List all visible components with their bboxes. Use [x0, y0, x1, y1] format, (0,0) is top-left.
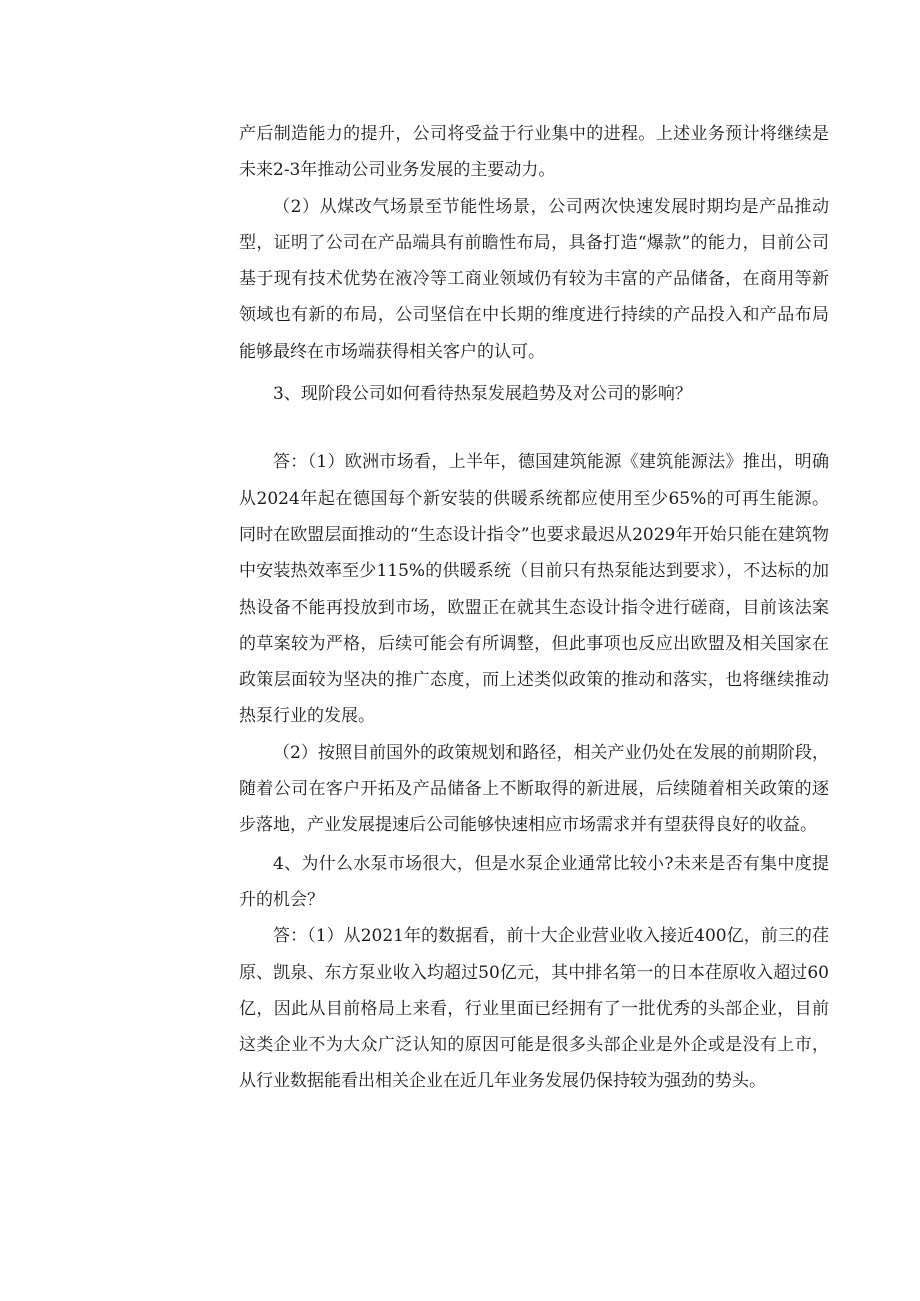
document-body	[239, 116, 829, 1100]
question-3-heading: 3、现阶段公司如何看待热泵发展趋势及对公司的影响？	[273, 384, 692, 405]
paragraph-continuation: 产后制造能力的提升，公司将受益于行业集中的进程。上述业务预计将继续是未来2-3年推动公司业务发展的主要动力。	[239, 124, 829, 181]
paragraph-point-2: （2）从煤改气场景至节能性场景，公司两次快速发展时期均是产品推动型，证明了公司在产品端具有前瞻性布局，具备打造“爆款”的能力，目前公司基于现有技术优势在液冷等工商业领域仍有较为丰富的产品储备，在商用等新领域也有新的布局，公司坚信在中长期的维度进行持续的产品投入和产品布局能够最终在市场端获得相关客户的认可。	[239, 196, 829, 362]
question-3-answer-2: （2）按照目前国外的政策规划和路径，相关产业仍处在发展的前期阶段，随着公司在客户开拓及产品储备上不断取得的新进展，后续随着相关政策的逐步落地，产业发展提速后公司能够快速相应市场需求并有望获得良好的收益。	[239, 742, 829, 836]
question-3-answer-1: 答：（1）欧洲市场看，上半年，德国建筑能源《建筑能源法》推出，明确从2024年起在德国每个新安装的供暖系统都应使用至少65%的可再生能源。同时在欧盟层面推动的“生态设计指令”也要求最迟从2029年开始只能在建筑物中安装热效率至少115%的供暖系统（目前只有热泵能达到要求），不达标的加热设备不能再投放到市场，欧盟正在就其生态设计指令进行磋商，目前该法案的草案较为严格，后续可能会有所调整，但此事项也反应出欧盟及相关国家在政策层面较为坚决的推广态度，而上述类似政策的推动和落实，也将继续推动热泵行业的发展。	[239, 452, 829, 727]
question-4-answer-1: 答：（1）从2021年的数据看，前十大企业营业收入接近400亿，前三的荏原、凯泉、东方泵业收入均超过50亿元，其中排名第一的日本荏原收入超过60亿，因此从目前格局上来看，行业里面已经拥有了一批优秀的头部企业，目前这类企业不为大众广泛认知的原因可能是很多头部企业是外企或是没有上市，从行业数据能看出相关企业在近几年业务发展仍保持较为强劲的势头。	[239, 926, 829, 1092]
question-4-heading: 4、为什么水泵市场很大，但是水泵企业通常比较小?未来是否有集中度提升的机会？	[239, 853, 829, 910]
